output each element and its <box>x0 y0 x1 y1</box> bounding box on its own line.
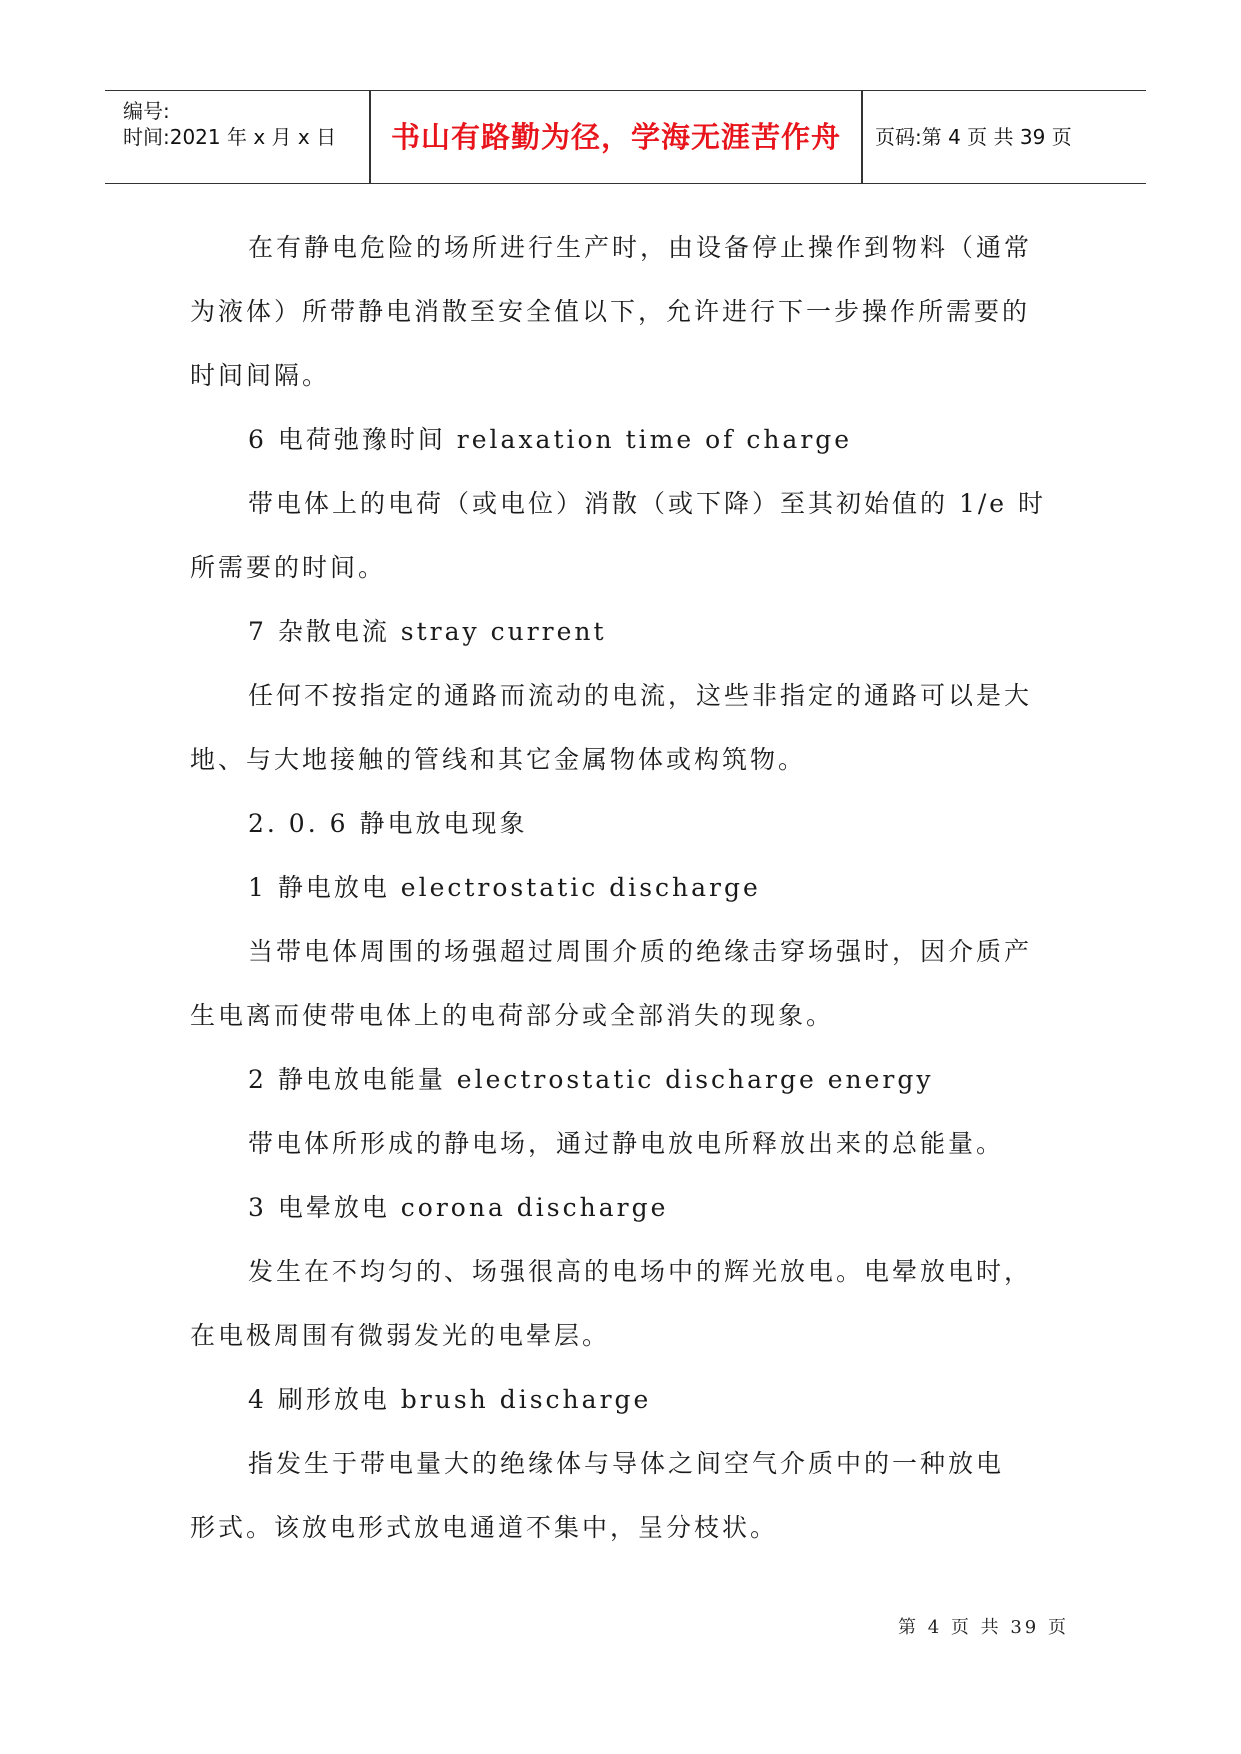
term-heading: 2 静电放电能量 electrostatic discharge energy <box>248 1065 934 1094</box>
paragraph-line: 带电体上的电荷（或电位）消散（或下降）至其初始值的 1/e 时 <box>248 489 1047 518</box>
header-page-code: 页码:第 4 页 共 39 页 <box>875 125 1072 149</box>
term-heading: 4 刷形放电 brush discharge <box>248 1385 652 1414</box>
paragraph-line: 形式。该放电形式放电通道不集中，呈分枝状。 <box>190 1513 779 1542</box>
serial-label: 编号: <box>123 99 170 123</box>
header-divider <box>861 91 863 183</box>
header-motto: 书山有路勤为径，学海无涯苦作舟 <box>390 120 841 154</box>
term-heading: 7 杂散电流 stray current <box>248 617 607 646</box>
paragraph-line: 指发生于带电量大的绝缘体与导体之间空气介质中的一种放电 <box>248 1449 1005 1478</box>
paragraph-line: 带电体所形成的静电场，通过静电放电所释放出来的总能量。 <box>248 1129 1005 1158</box>
paragraph-line: 当带电体周围的场强超过周围介质的绝缘击穿场强时，因介质产 <box>248 937 1033 966</box>
paragraph-line: 在电极周围有微弱发光的电晕层。 <box>190 1321 611 1350</box>
paragraph-line: 任何不按指定的通路而流动的电流，这些非指定的通路可以是大 <box>248 681 1033 710</box>
time-label: 时间:2021 年 x 月 x 日 <box>123 125 337 149</box>
paragraph-line: 生电离而使带电体上的电荷部分或全部消失的现象。 <box>190 1001 835 1030</box>
page-footer: 第 4 页 共 39 页 <box>898 1617 1069 1638</box>
paragraph-line: 时间间隔。 <box>190 361 331 390</box>
term-heading: 1 静电放电 electrostatic discharge <box>248 873 761 902</box>
paragraph-line: 所需要的时间。 <box>190 553 387 582</box>
term-heading: 6 电荷弛豫时间 relaxation time of charge <box>248 425 853 454</box>
paragraph-line: 为液体）所带静电消散至安全值以下，允许进行下一步操作所需要的 <box>190 297 1031 326</box>
header-meta <box>115 91 373 183</box>
term-heading: 3 电晕放电 corona discharge <box>248 1193 669 1222</box>
paragraph-line: 发生在不均匀的、场强很高的电场中的辉光放电。电晕放电时， <box>248 1257 1033 1286</box>
page-header <box>105 90 1146 184</box>
section-heading: 2. 0. 6 静电放电现象 <box>248 809 528 838</box>
paragraph-line: 地、与大地接触的管线和其它金属物体或构筑物。 <box>190 745 807 774</box>
paragraph-line: 在有静电危险的场所进行生产时，由设备停止操作到物料（通常 <box>248 233 1033 262</box>
